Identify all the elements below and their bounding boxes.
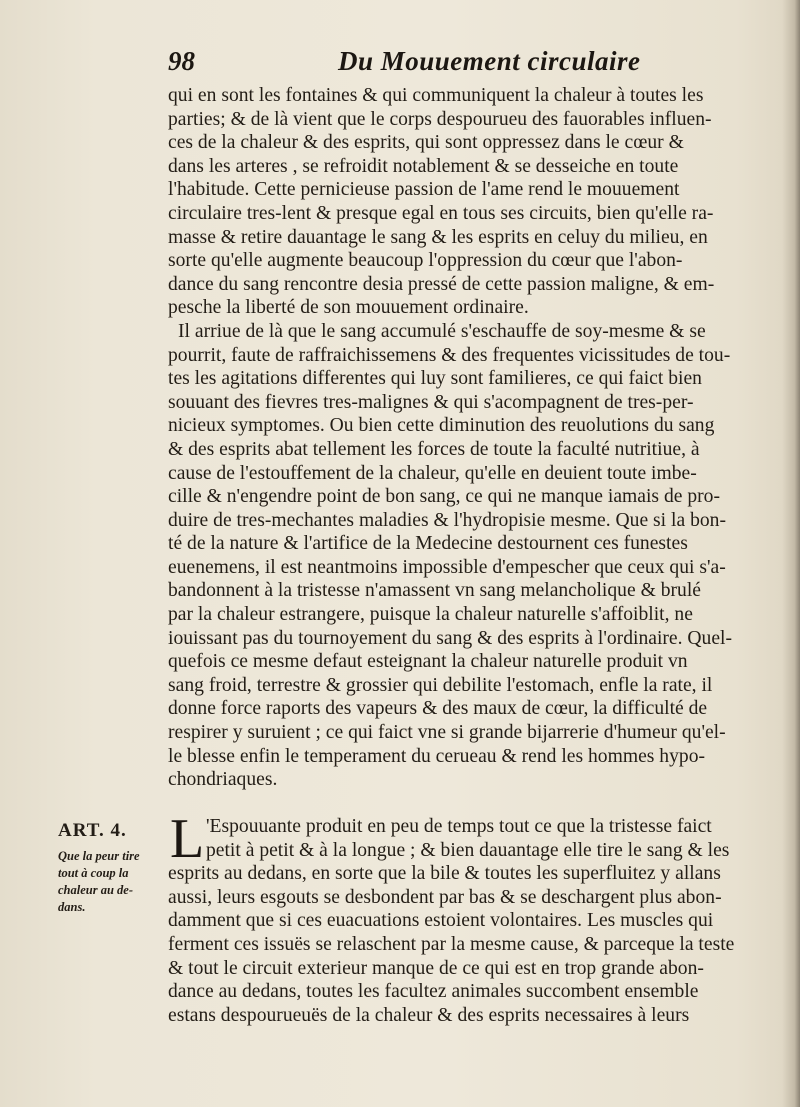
text-line: circulaire tres-lent & presque egal en tous ses circuits, bien qu'elle ra- — [168, 202, 714, 224]
text-line: dans les arteres , se refroidit notablement & se desseiche en toute — [168, 155, 679, 177]
page-header — [168, 46, 788, 86]
drop-cap: L — [170, 808, 205, 870]
text-line: nicieux symptomes. Ou bien cette diminution des reuolutions du sang — [168, 415, 715, 437]
text-line: respirer y suruient ; ce qui faict vne si grande bijarrerie d'humeur qu'el- — [168, 722, 726, 744]
text-line: Il arriue de là que le sang accumulé s'eschauffe de soy-mesme & se — [178, 320, 706, 342]
text-line: esprits au dedans, en sorte que la bile & toutes les superfluitez y allans — [168, 863, 721, 885]
note-line: tout à coup la — [58, 866, 129, 880]
text-line: masse & retire dauantage le sang & les esprits en celuy du milieu, en — [168, 226, 708, 248]
text-line: dance au dedans, toutes les facultez animales succombent ensemble — [168, 981, 699, 1003]
paragraph-1 — [168, 84, 792, 320]
text-line: iouissant pas du tournoyement du sang & des esprits à l'ordinaire. Quel- — [168, 627, 733, 649]
margin-note — [58, 820, 158, 916]
text-line: ces de la chaleur & des esprits, qui sont oppressez dans le cœur & — [168, 132, 684, 154]
text-line: le blesse enfin le temperament du cerueau & rend les hommes hypo- — [168, 745, 706, 767]
body-text — [168, 84, 792, 792]
note-line: chaleur au de- — [58, 883, 133, 897]
text-line: tes les agitations differentes qui luy sont familieres, ce qui faict bien — [168, 368, 702, 390]
text-line: sang froid, terrestre & grossier qui debilite l'estomach, enfle la rate, il — [168, 674, 713, 696]
text-line: cille & n'engendre point de bon sang, ce qui ne manque iamais de pro- — [168, 486, 720, 508]
text-line: té de la nature & l'artifice de la Medecine destournent ces funestes — [168, 533, 688, 555]
text-line: parties; & de là vient que le corps despourueu des fauorables influen- — [168, 108, 712, 130]
text-line: cause de l'estouffement de la chaleur, qu'elle en deuient toute imbe- — [168, 462, 697, 484]
text-line: par la chaleur estrangere, puisque la chaleur naturelle s'affoiblit, ne — [168, 604, 693, 626]
text-line: & des esprits abat tellement les forces de toute la faculté nutritiue, à — [168, 438, 700, 460]
note-line: dans. — [58, 900, 86, 914]
note-line: Que la peur tire — [58, 849, 140, 863]
text-line: duire de tres-mechantes maladies & l'hydropisie mesme. Que si la bon- — [168, 509, 726, 531]
text-line: & tout le circuit exterieur manque de ce qui est en trop grande abon- — [168, 957, 704, 979]
text-line: petit à petit & à la longue ; & bien dauantage elle tire le sang & les — [206, 839, 730, 861]
text-line: sorte qu'elle augmente beaucoup l'oppression du cœur que l'abon- — [168, 250, 683, 272]
text-line: quefois ce mesme defaut esteignant la chaleur naturelle produit vn — [168, 651, 688, 673]
page-number: 98 — [168, 46, 195, 76]
text-line: donne force raports des vapeurs & des maux de cœur, la difficulté de — [168, 698, 708, 720]
text-line: chondriaques. — [168, 769, 278, 791]
text-line: qui en sont les fontaines & qui communiquent la chaleur à toutes les — [168, 85, 704, 106]
text-line: estans despourueuës de la chaleur & des esprits necessaires à leurs — [168, 1004, 690, 1026]
text-line: ferment ces issuës se relaschent par la mesme cause, & parceque la teste — [168, 933, 735, 955]
text-line: aussi, leurs esgouts se desbondent par bas & se deschargent plus abon- — [168, 886, 722, 908]
text-line: damment que si ces euacuations estoient volontaires. Les muscles qui — [168, 910, 714, 932]
text-line: pesche la liberté de son mouuement ordinaire. — [168, 297, 529, 319]
text-line: dance du sang rencontre desia pressé de cette passion maligne, & em- — [168, 273, 715, 295]
text-line: bandonnent à la tristesse n'amassent vn sang melancholique & brulé — [168, 580, 701, 602]
article-section — [168, 808, 792, 1027]
text-line: pourrit, faute de raffraichissemens & des frequentes vicissitudes de tou- — [168, 344, 731, 366]
running-title: Du Mouuement circulaire — [338, 46, 641, 76]
text-line: souuant des fievres tres-malignes & qui s'acompagnent de tres-per- — [168, 391, 694, 413]
article-label: ART. 4. — [58, 820, 127, 841]
text-line: l'habitude. Cette pernicieuse passion de l'ame rend le mouuement — [168, 179, 680, 201]
text-line: euenemens, il est neantmoins impossible d'empescher que ceux qui s'a- — [168, 556, 726, 578]
paragraph-2 — [168, 320, 792, 792]
text-line: 'Espouuante produit en peu de temps tout ce que la tristesse faict — [206, 816, 712, 837]
